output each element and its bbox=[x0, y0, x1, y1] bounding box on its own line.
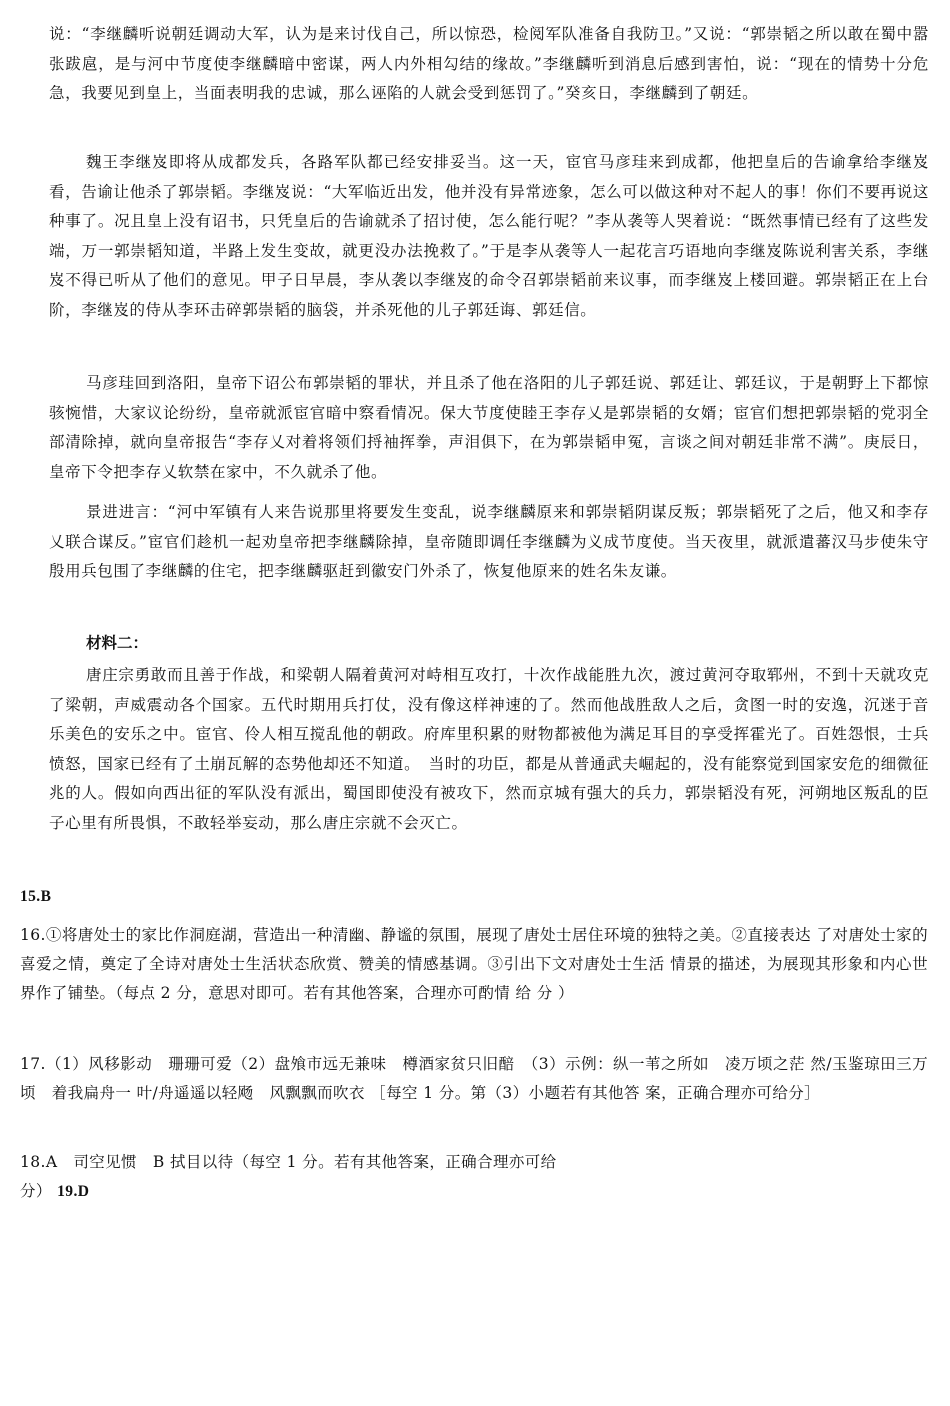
answer-16: 16.①将唐处士的家比作洞庭湖，营造出一种清幽、静谧的氛围，展现了唐处士居住环境的独特之美。②直接表达 了对唐处士家的喜爱之情，奠定了全诗对唐处士生活状态欣赏、赞美的情感基调。③引出下文对唐处士生活 情景的描述，为展现其形象和内心世界作了铺垫。（每点 2 分，意思对即可。若有其他答案，合理亦可酌情 给 分 ） bbox=[20, 926, 928, 1002]
answer-18-line-2: 分） bbox=[20, 1182, 52, 1200]
material-one-paragraph-3: 马彦珪回到洛阳，皇帝下诏公布郭崇韬的罪状，并且杀了他在洛阳的儿子郭廷说、郭廷让、郭廷议，于是朝野上下都惊骇惋惜，大家议论纷纷，皇帝就派宦官暗中察看情况。保大节度使睦王李存乂是郭崇韬的女婿；宦官们想把郭崇韬的党羽全部清除掉，就向皇帝报告“李存乂对着将领们捋袖挥拳，声泪俱下，在为郭崇韬申冤，言谈之间对朝廷非常不满”。庚辰日，皇帝下令把李存乂软禁在家中，不久就杀了他。 bbox=[49, 374, 929, 481]
material-two-heading: 材料二： bbox=[86, 633, 149, 652]
answer-15: 15.B bbox=[20, 888, 52, 905]
answer-18-line-1: 18.A 司空见惯 B 拭目以待（每空 1 分。若有其他答案，正确合理亦可给 bbox=[20, 1153, 557, 1171]
answer-19: 19.D bbox=[57, 1183, 90, 1200]
material-two-paragraph-1: 唐庄宗勇敢而且善于作战，和梁朝人隔着黄河对峙相互攻打，十次作战能胜九次，渡过黄河夺取郓州，不到十天就攻克了梁朝，声威震动各个国家。五代时期用兵打仗，没有像这样神速的了。然而他战胜敌人之后，贪图一时的安逸，沉迷于音乐美色的安乐之中。宦官、伶人相互搅乱他的朝政。府库里积累的财物都被他为满足耳目的享受挥霍光了。百姓怨恨，士兵愤怒，国家已经有了土崩瓦解的态势他却还不知道。 当时的功臣，都是从普通武夫崛起的，没有能察觉到国家安危的细微征兆的人。假如向西出征的军队没有派出，蜀国即使没有被攻下，然而京城有强大的兵力，郭崇韬没有死，河朔地区叛乱的臣子心里有所畏惧，不敢轻举妄动，那么唐庄宗就不会灭亡。 bbox=[49, 666, 929, 832]
answer-17: 17.（1）风移影动 珊珊可爱（2）盘飧市远无兼味 樽酒家贫只旧醅 （3）示例：纵一苇之所如 凌万顷之茫 然/玉鉴琼田三万顷 着我扁舟一 叶/舟遥遥以轻飏 风飘飘而吹衣 ［每空 1 分。第（3）小题若有其他答 案，正确合理亦可给分］ bbox=[20, 1055, 928, 1102]
material-one-paragraph-2: 魏王李继岌即将从成都发兵，各路军队都已经安排妥当。这一天，宦官马彦珪来到成都，他把皇后的告谕拿给李继岌看，告谕让他杀了郭崇韬。李继岌说：“大军临近出发，他并没有异常迹象，怎么可以做这种对不起人的事！你们不要再说这种事了。况且皇上没有诏书，只凭皇后的告谕就杀了招讨使，怎么能行呢？”李从袭等人哭着说：“既然事情已经有了这些发端，万一郭崇韬知道，半路上发生变故，就更没办法挽救了。”于是李从袭等人一起花言巧语地向李继岌陈说利害关系，李继岌不得已听从了他们的意见。甲子日早晨，李从袭以李继岌的命令召郭崇韬前来议事，而李继岌上楼回避。郭崇韬正在上台阶，李继岌的侍从李环击碎郭崇韬的脑袋，并杀死他的儿子郭廷诲、郭廷信。 bbox=[49, 153, 929, 319]
material-one-paragraph-1: 说：“李继麟听说朝廷调动大军，认为是来讨伐自己，所以惊恐，检阅军队准备自我防卫。”又说：“郭崇韬之所以敢在蜀中嚣张跋扈，是与河中节度使李继麟暗中密谋，两人内外相勾结的缘故。”李继麟听到消息后感到害怕，说：“现在的情势十分危急，我要见到皇上，当面表明我的忠诚，那么诬陷的人就会受到惩罚了。”癸亥日，李继麟到了朝廷。 bbox=[49, 25, 929, 102]
material-one-paragraph-4: 景进进言：“河中军镇有人来告说那里将要发生变乱，说李继麟原来和郭崇韬阴谋反叛；郭崇韬死了之后，他又和李存乂联合谋反。”宦官们趁机一起劝皇帝把李继麟除掉，皇帝随即调任李继麟为义成节度使。当天夜里，就派遣蕃汉马步使朱守殷用兵包围了李继麟的住宅，把李继麟驱赶到徽安门外杀了，恢复他原来的姓名朱友谦。 bbox=[49, 503, 929, 580]
answer-18 bbox=[20, 1148, 660, 1206]
